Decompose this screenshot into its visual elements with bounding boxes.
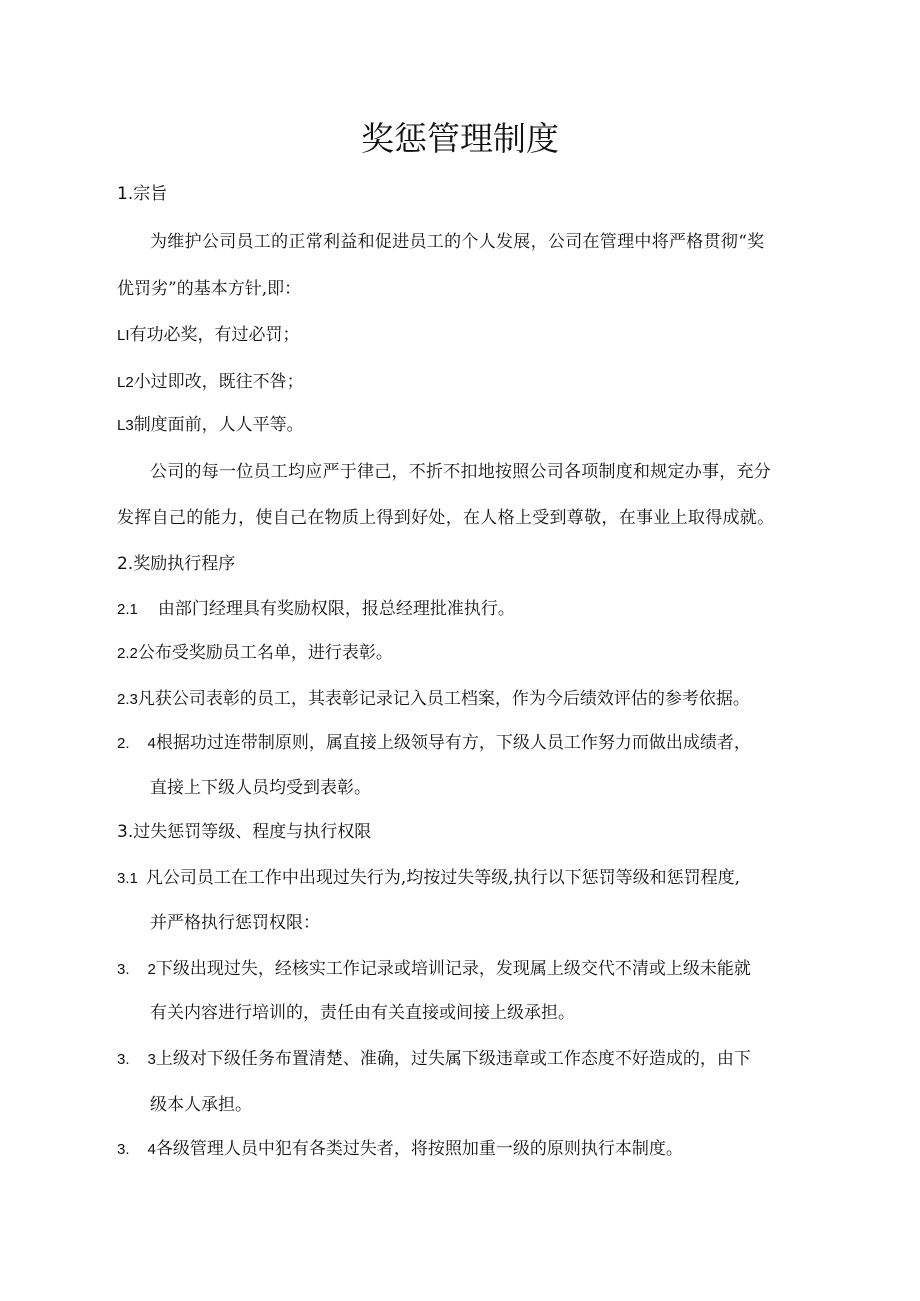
purpose-closing-line-2: 发挥自己的能力，使自己在物质上得到好处，在人格上受到尊敬，在事业上取得成就。 bbox=[117, 508, 775, 528]
list-item-subnumber: 3 bbox=[147, 1051, 156, 1068]
section-heading-purpose: 1.宗旨 bbox=[117, 184, 168, 204]
list-item bbox=[117, 957, 751, 982]
list-item-text: 凡公司员工在工作中出现过失行为,均按过失等级,执行以下惩罚等级和惩罚程度, bbox=[145, 868, 741, 888]
list-item-number: 2.2 bbox=[117, 645, 138, 662]
purpose-closing-line-1: 公司的每一位员工均应严于律己，不折不扣地按照公司各项制度和规定办事，充分 bbox=[150, 462, 771, 482]
list-item-text: 有功必奖，有过必罚； bbox=[129, 325, 300, 345]
list-item-text: 制度面前，人人平等。 bbox=[133, 415, 304, 435]
purpose-intro-line-2: 优罚劣”的基本方针,即： bbox=[117, 279, 302, 299]
list-item-text: 根据功过连带制原则，属直接上级领导有方，下级人员工作努力而做出成绩者， bbox=[155, 733, 751, 753]
list-item-number: 2.3 bbox=[117, 691, 138, 708]
list-item-text: 各级管理人员中犯有各类过失者，将按照加重一级的原则执行本制度。 bbox=[155, 1139, 683, 1159]
list-item-number: LI bbox=[117, 327, 130, 344]
list-item bbox=[117, 1047, 751, 1072]
list-item bbox=[117, 1137, 683, 1162]
list-item-number: L2 bbox=[117, 374, 134, 391]
list-item-text: 下级出现过失，经核实工作记录或培训记录，发现属上级交代不清或上级未能就 bbox=[155, 959, 751, 979]
list-item-text: 小过即改，既往不咎； bbox=[133, 372, 304, 392]
list-item-number: 3. bbox=[117, 961, 130, 978]
list-item bbox=[117, 370, 304, 395]
list-item-text: 凡获公司表彰的员工，其表彰记录记入员工档案，作为今后绩效评估的参考依据。 bbox=[137, 689, 750, 709]
document-title: 奖惩管理制度 bbox=[361, 119, 559, 158]
list-item-text: 由部门经理具有奖励权限，报总经理批准执行。 bbox=[157, 599, 515, 619]
list-item bbox=[117, 597, 515, 622]
list-item-continuation: 有关内容进行培训的，责任由有关直接或间接上级承担。 bbox=[150, 1003, 575, 1023]
list-item-text: 上级对下级任务布置清楚、准确，过失属下级违章或工作态度不好造成的，由下 bbox=[155, 1049, 751, 1069]
list-item bbox=[117, 323, 300, 348]
section-heading-penalty-levels: 3.过失惩罚等级、程度与执行权限 bbox=[117, 822, 372, 842]
list-item-number: 2.1 bbox=[117, 601, 138, 618]
list-item-subnumber: 2 bbox=[147, 961, 156, 978]
list-item-number: 3. bbox=[117, 1051, 130, 1068]
list-item bbox=[117, 641, 393, 666]
list-item bbox=[117, 866, 740, 891]
list-item bbox=[117, 731, 751, 756]
purpose-intro-line-1: 为维护公司员工的正常利益和促进员工的个人发展，公司在管理中将严格贯彻“奖 bbox=[150, 232, 765, 252]
section-heading-reward-procedure: 2.奖励执行程序 bbox=[117, 554, 236, 574]
list-item-subnumber: 4 bbox=[147, 1141, 156, 1158]
list-item-subnumber: 4 bbox=[147, 735, 156, 752]
list-item-continuation: 级本人承担。 bbox=[150, 1095, 252, 1115]
list-item-number: 3.1 bbox=[117, 870, 138, 887]
list-item-continuation: 直接上下级人员均受到表彰。 bbox=[150, 778, 371, 798]
list-item-number: 3. bbox=[117, 1141, 130, 1158]
list-item bbox=[117, 687, 750, 712]
list-item bbox=[117, 413, 304, 438]
list-item-continuation: 并严格执行惩罚权限： bbox=[150, 913, 320, 933]
list-item-number: 2. bbox=[117, 735, 130, 752]
list-item-number: L3 bbox=[117, 417, 134, 434]
list-item-text: 公布受奖励员工名单，进行表彰。 bbox=[137, 643, 393, 663]
